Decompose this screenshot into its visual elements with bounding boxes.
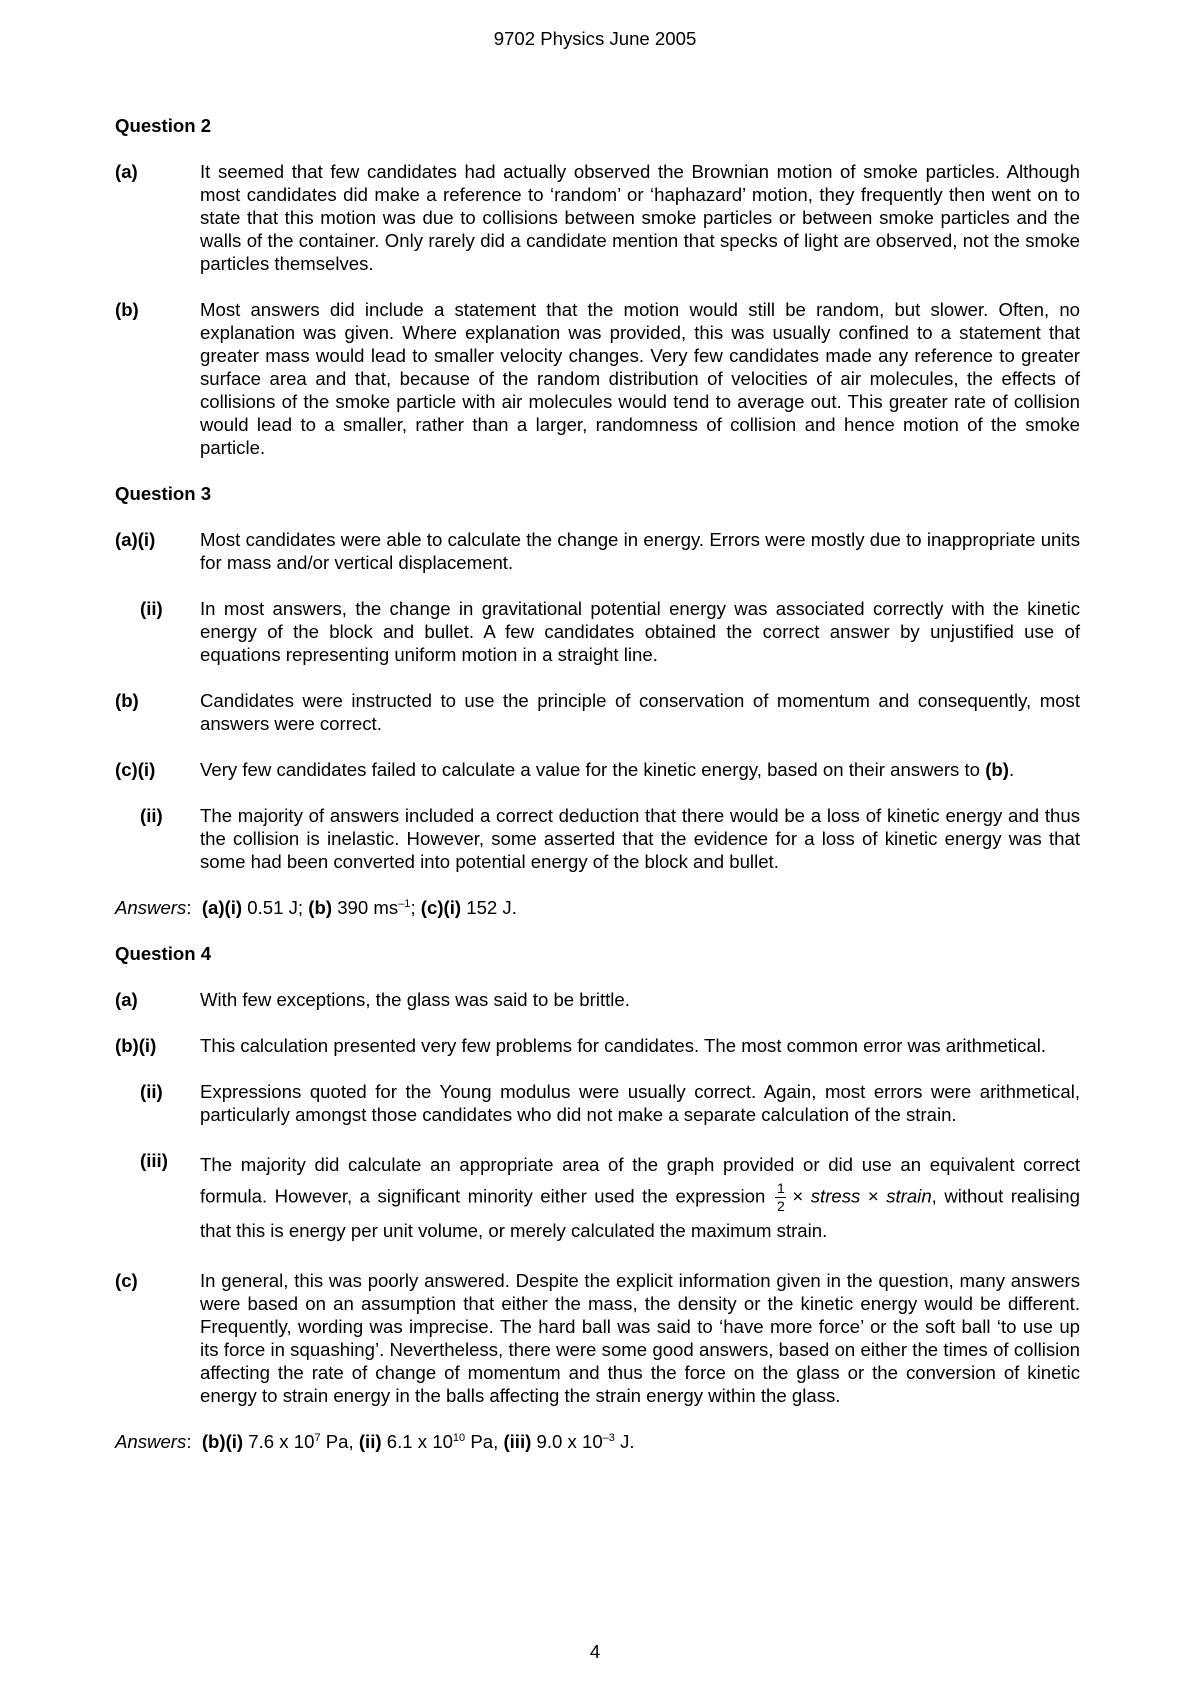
question-4-part-b-ii [115, 1080, 1080, 1126]
answer-label: (ii) [358, 1431, 382, 1452]
question-3-answers [115, 896, 1080, 919]
part-text-end: . [1008, 759, 1015, 780]
answer-unit: Pa, [325, 1431, 354, 1452]
question-4-part-a [115, 988, 1080, 1011]
part-text: Most candidates were able to calculate the change in energy. Errors were mostly due to inappropriate units for mass and/or vertical displacement. [200, 529, 1080, 573]
answer-label: (a)(i) [201, 897, 243, 918]
page-header: 9702 Physics June 2005 [493, 28, 697, 49]
answers-colon: : [186, 897, 192, 918]
stress-term: stress [810, 1185, 861, 1207]
answer-exponent: –1 [398, 898, 411, 910]
question-4-part-c [115, 1269, 1080, 1407]
times-symbol: × [867, 1185, 879, 1207]
answers-prefix: Answers [115, 1431, 187, 1452]
part-label: (ii) [140, 598, 163, 619]
answer-label: (c)(i) [420, 897, 462, 918]
part-text: This calculation presented very few problems for candidates. The most common error was arithmetical. [200, 1035, 1047, 1056]
question-2-title: Question 2 [115, 115, 212, 136]
part-text: With few exceptions, the glass was said to be brittle. [200, 989, 630, 1010]
question-2-part-a [115, 160, 1080, 275]
part-label: (a) [115, 989, 138, 1010]
question-3-title: Question 3 [115, 483, 212, 504]
answer-value: 0.51 J; [247, 897, 304, 918]
question-4-title: Question 4 [115, 943, 212, 964]
part-label: (a) [115, 161, 138, 182]
part-label: (iii) [140, 1150, 168, 1171]
part-text: The majority of answers included a correct deduction that there would be a loss of kinetic energy and thus the collision is inelastic. However, some asserted that the evidence for a loss of kinetic energy was that some had been converted into potential energy of the block and bullet. [200, 805, 1080, 872]
part-text [200, 758, 1080, 781]
question-4-part-b-iii [115, 1149, 1080, 1246]
part-label: (c) [115, 1270, 138, 1291]
part-text: Expressions quoted for the Young modulus were usually correct. Again, most errors were arithmetical, particularly amongst those candidates who did not make a separate calculation of the strain. [200, 1081, 1080, 1125]
answer-exponent: 7 [314, 1432, 321, 1444]
answer-value: 7.6 x 10 [248, 1431, 315, 1452]
part-label: (ii) [140, 805, 163, 826]
part-text-main: Very few candidates failed to calculate a value for the kinetic energy, based on their answers to [200, 759, 981, 780]
part-label: (b) [115, 299, 139, 320]
strain-term: strain [886, 1185, 932, 1207]
question-3-part-b [115, 689, 1080, 735]
part-text: Candidates were instructed to use the principle of conservation of momentum and consequently, most answers were correct. [200, 690, 1080, 734]
fraction-numerator: 1 [776, 1180, 785, 1196]
part-text: Most answers did include a statement that the motion would still be random, but slower. Often, no explanation was given. Where explanation was provided, this was usually confined to a statement that greater mass would lead to smaller velocity changes. Very few candidates made any reference to greater surface area and that, because of the random distribution of velocities of air molecules, the effects of collisions of the smoke particle with air molecules would tend to average out. This greater rate of collision would lead to a smaller, rather than a larger, randomness of collision and hence motion of the smoke particle. [200, 299, 1080, 458]
part-reference: (b) [985, 759, 1009, 780]
answer-exponent: –3 [602, 1432, 615, 1444]
page-number: 4 [589, 1641, 601, 1662]
question-3-part-c-ii [115, 804, 1080, 873]
part-label: (a)(i) [115, 529, 156, 550]
answer-label: (iii) [503, 1431, 532, 1452]
answer-exponent: 10 [452, 1432, 466, 1444]
part-text: In general, this was poorly answered. Despite the explicit information given in the question, many answers were based on an assumption that either the mass, the density or the kinetic energy would be different. Frequently, wording was imprecise. The hard ball was said to ‘have more force’ or the soft ball ‘to use up its force in squashing’. Nevertheless, there were some good answers, based on either the times of collision affecting the rate of change of momentum and thus the force on the glass or the conversion of kinetic energy to strain energy in the balls affecting the strain energy within the glass. [200, 1270, 1080, 1406]
answer-value: 152 J. [466, 897, 517, 918]
part-label: (b) [115, 690, 139, 711]
part-label: (c)(i) [115, 759, 156, 780]
answer-value: 390 ms [337, 897, 399, 918]
part-label: (b)(i) [115, 1035, 157, 1056]
document-body [115, 114, 1080, 1476]
question-4-answers [115, 1430, 1080, 1453]
question-3-part-a-i [115, 528, 1080, 574]
answers-colon: : [186, 1431, 192, 1452]
question-4-part-b-i [115, 1034, 1080, 1057]
answer-unit: Pa, [470, 1431, 499, 1452]
question-2-part-b [115, 298, 1080, 459]
part-text: It seemed that few candidates had actually observed the Brownian motion of smoke particles. Although most candidates did make a reference to ‘random’ or ‘haphazard’ motion, they frequently then went on to state that this motion was due to collisions between smoke particles or between smoke particles and the walls of the container. Only rarely did a candidate mention that specks of light are observed, not the smoke particles themselves. [200, 161, 1080, 274]
part-text: The majority did calculate an appropriate area of the graph provided or did use an equivalent correct formula. However, a significant minority either used the expression $\frac{1}{2}$ × stress × strain, without realising that this is energy per unit volume, or merely calculated the maximum strain. [200, 1154, 1080, 1241]
times-symbol: × [792, 1185, 804, 1207]
answer-value: 6.1 x 10 [386, 1431, 453, 1452]
answers-prefix: Answers [115, 897, 187, 918]
question-3-part-c-i [115, 758, 1080, 781]
part-text: In most answers, the change in gravitational potential energy was associated correctly with the kinetic energy of the block and bullet. A few candidates obtained the correct answer by unjustified use of equations representing uniform motion in a straight line. [200, 598, 1080, 665]
one-half-fraction [775, 1180, 786, 1215]
answer-label: (b) [308, 897, 333, 918]
part-label: (ii) [140, 1081, 163, 1102]
part-text-continued: without realising that this is energy per unit volume, or merely calculated the maximum strain. [200, 1185, 1080, 1241]
question-3-part-a-ii [115, 597, 1080, 666]
part-text-main: The majority did calculate an appropriate area of the graph provided or did use an equivalent correct formula. However, a significant minority either used the expression [200, 1154, 1080, 1207]
answer-value: 9.0 x 10 [536, 1431, 603, 1452]
answer-separator: ; [410, 897, 416, 918]
answer-unit: J. [620, 1431, 635, 1452]
answer-label: (b)(i) [201, 1431, 244, 1452]
fraction-denominator: 2 [776, 1198, 785, 1214]
